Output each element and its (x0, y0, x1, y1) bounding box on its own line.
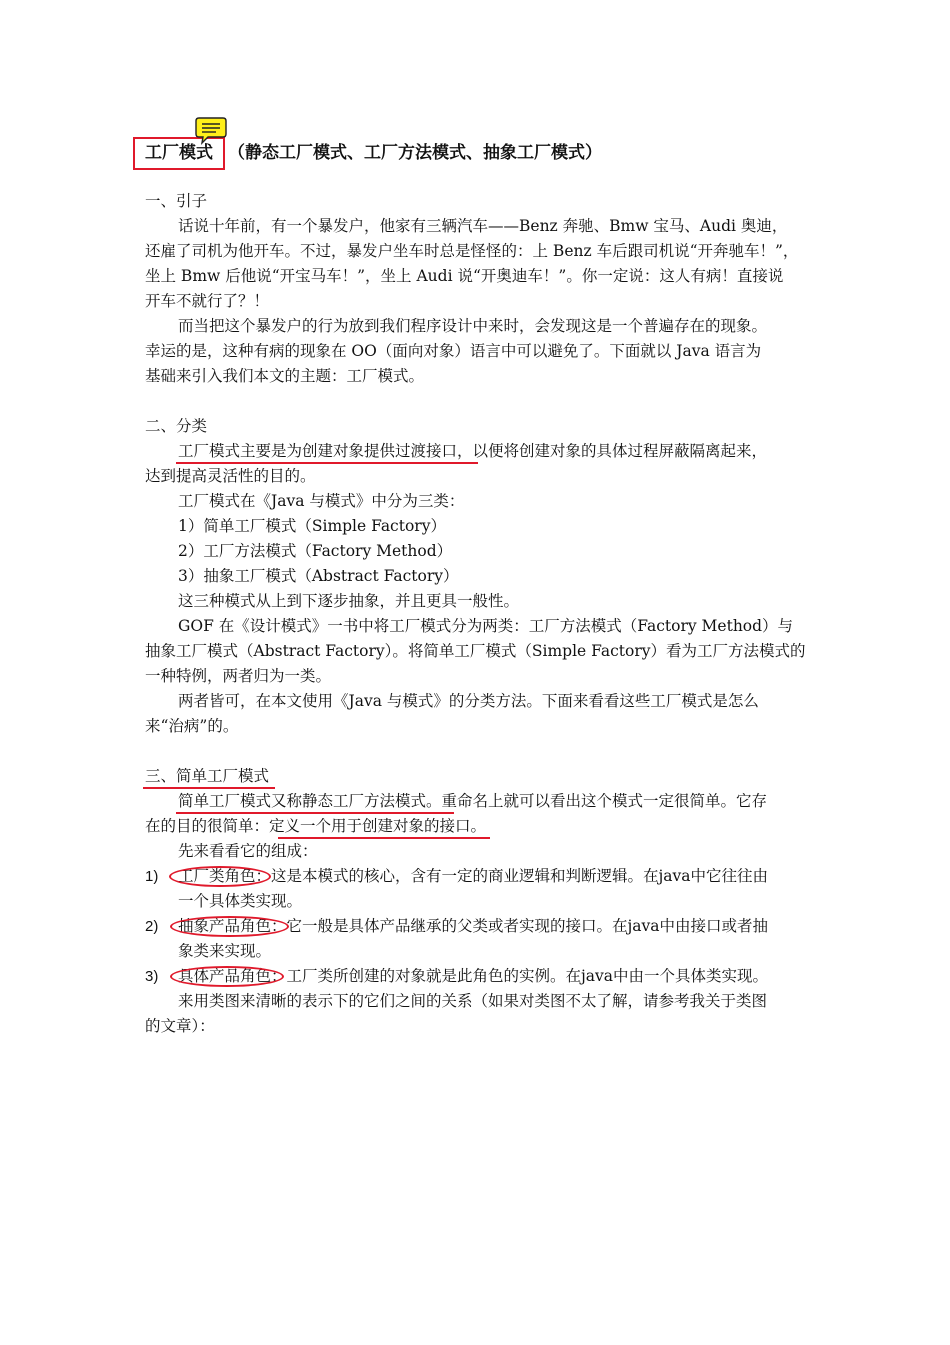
paragraph-line: 来“治病”的。 (145, 717, 239, 735)
section-heading-intro: 一、引子 (145, 192, 208, 210)
list-number: 3) (145, 968, 159, 985)
paragraph-line: 达到提高灵活性的目的。 (145, 467, 316, 485)
list-item-continuation: 象类来实现。 (178, 942, 272, 960)
list-item: 3）抽象工厂模式（Abstract Factory） (178, 567, 459, 585)
paragraph-line: 简单工厂模式又称静态工厂方法模式。重命名上就可以看出这个模式一定很简单。它存 (178, 792, 768, 810)
paragraph-line: 还雇了司机为他开车。不过，暴发户坐车时总是怪怪的：上 Benz 车后跟司机说“开奔驰车！”， (145, 242, 799, 260)
paragraph-line: 而当把这个暴发户的行为放到我们程序设计中来时，会发现这是一个普遍存在的现象。 (178, 317, 768, 335)
paragraph-line: 基础来引入我们本文的主题：工厂模式。 (145, 367, 425, 385)
list-item: 1）简单工厂模式（Simple Factory） (178, 517, 446, 535)
paragraph-line: 工厂模式主要是为创建对象提供过渡接口，以便将创建对象的具体过程屏蔽隔离起来， (178, 442, 768, 460)
paragraph-line: 来用类图来清晰的表示下的它们之间的关系（如果对类图不太了解，请参考我关于类图 (178, 992, 768, 1010)
list-item: 2）工厂方法模式（Factory Method） (178, 542, 453, 560)
paragraph-line: 工厂模式在《Java 与模式》中分为三类： (178, 492, 465, 510)
section-heading-classification: 二、分类 (145, 417, 208, 435)
title-main: 工厂模式 (145, 143, 213, 163)
paragraph-line: 一种特例，两者归为一类。 (145, 667, 332, 685)
list-number: 2) (145, 918, 159, 935)
paragraph-line: 两者皆可，在本文使用《Java 与模式》的分类方法。下面来看看这些工厂模式是怎么 (178, 692, 759, 710)
title-subtitle: （静态工厂模式、工厂方法模式、抽象工厂模式） (228, 143, 602, 163)
paragraph-line: 抽象工厂模式（Abstract Factory）。将简单工厂模式（Simple Factory）看为工厂方法模式的 (145, 642, 806, 660)
paragraph-line: 幸运的是，这种有病的现象在 OO（面向对象）语言中可以避免了。下面就以 Java 语言为 (145, 342, 762, 360)
annotation-circle (169, 866, 271, 887)
comment-icon[interactable] (194, 116, 228, 146)
paragraph-line: 坐上 Bmw 后他说“开宝马车！”，坐上 Audi 说“开奥迪车！”。你一定说：这人有病！直接说 (145, 267, 784, 285)
list-item: 工厂类角色：这是本模式的核心，含有一定的商业逻辑和判断逻辑。在java中它往往由 (178, 867, 769, 885)
paragraph-line: 在的目的很简单：定义一个用于创建对象的接口。 (145, 817, 487, 835)
paragraph-line: 先来看看它的组成： (178, 842, 318, 860)
paragraph-line: 话说十年前，有一个暴发户，他家有三辆汽车——Benz 奔驰、Bmw 宝马、Audi 奥迪， (178, 217, 788, 235)
list-number: 1) (145, 868, 159, 885)
paragraph-line: 的文章）： (145, 1017, 215, 1035)
section-heading-simple-factory: 三、简单工厂模式 (145, 767, 270, 785)
paragraph-line: 这三种模式从上到下逐步抽象，并且更具一般性。 (178, 592, 520, 610)
list-item: 具体产品角色：工厂类所创建的对象就是此角色的实例。在java中由一个具体类实现。 (178, 967, 769, 985)
list-item: 抽象产品角色：它一般是具体产品继承的父类或者实现的接口。在java中由接口或者抽 (178, 917, 769, 935)
annotation-circle (170, 916, 289, 937)
annotation-circle (170, 966, 284, 987)
list-item-continuation: 一个具体类实现。 (178, 892, 303, 910)
paragraph-line: 开车不就行了？！ (145, 292, 270, 310)
paragraph-line: GOF 在《设计模式》一书中将工厂模式分为两类：工厂方法模式（Factory Method）与 (178, 617, 794, 635)
